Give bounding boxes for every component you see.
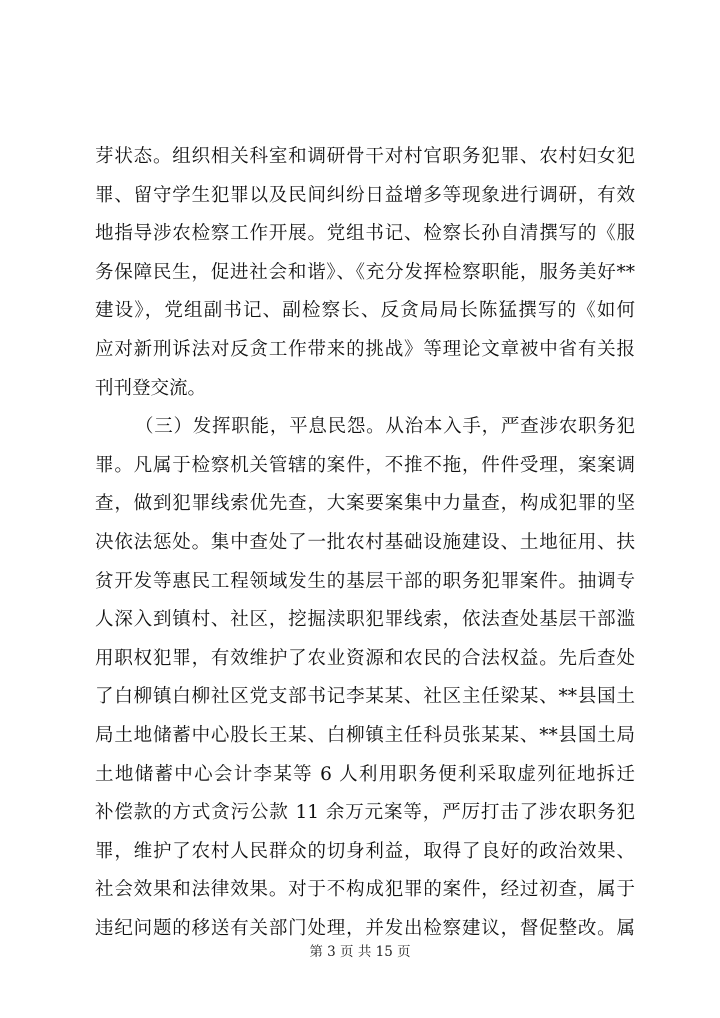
text-line: 贫开发等惠民工程领域发生的基层干部的职务犯罪案件。抽调专 — [95, 570, 635, 592]
text-line: 社会效果和法律效果。对于不构成犯罪的案件，经过初查，属于 — [95, 879, 635, 901]
text-line: 决依法惩处。集中查处了一批农村基础设施建设、土地征用、扶 — [95, 531, 635, 553]
text-line: 用职权犯罪，有效维护了农业资源和农民的合法权益。先后查处 — [95, 647, 635, 669]
text-line: 罪，维护了农村人民群众的切身利益，取得了良好的政治效果、 — [95, 840, 635, 862]
text-line: 罪。凡属于检察机关管辖的案件，不推不拖，件件受理，案案调 — [95, 454, 635, 476]
document-body — [95, 138, 635, 948]
text-line: 人深入到镇村、社区，挖掘渎职犯罪线索，依法查处基层干部滥 — [95, 609, 635, 631]
text-line: 刊刊登交流。 — [95, 377, 207, 399]
text-line: 补偿款的方式贪污公款 11 余万元案等，严厉打击了涉农职务犯 — [95, 802, 635, 824]
text-line: 地指导涉农检察工作开展。党组书记、检察长孙自清撰写的《服 — [95, 223, 635, 245]
section-heading-line: （三）发挥职能，平息民怨。从治本入手，严查涉农职务犯 — [135, 416, 635, 438]
page-number-footer: 第 3 页 共 15 页 — [309, 944, 411, 960]
text-line: 了白柳镇白柳社区党支部书记李某某、社区主任梁某、**县国土 — [95, 686, 635, 708]
text-line: 查，做到犯罪线索优先查，大案要案集中力量查，构成犯罪的坚 — [95, 493, 635, 515]
text-line: 建设》，党组副书记、副检察长、反贪局局长陈猛撰写的《如何 — [95, 300, 635, 322]
text-line: 芽状态。组织相关科室和调研骨干对村官职务犯罪、农村妇女犯 — [95, 146, 635, 167]
text-line: 局土地储蓄中心股长王某、白柳镇主任科员张某某、**县国土局 — [95, 724, 635, 746]
text-line: 罪、留守学生犯罪以及民间纠纷日益增多等现象进行调研，有效 — [95, 184, 635, 206]
text-line: 土地储蓄中心会计李某等 6 人利用职务便利采取虚列征地拆迁 — [95, 763, 635, 785]
text-line: 应对新刑诉法对反贪工作带来的挑战》等理论文章被中省有关报 — [95, 338, 635, 360]
text-line: 务保障民生，促进社会和谐》、《充分发挥检察职能，服务美好** — [95, 261, 635, 283]
text-line: 违纪问题的移送有关部门处理，并发出检察建议，督促整改。属 — [95, 917, 635, 939]
